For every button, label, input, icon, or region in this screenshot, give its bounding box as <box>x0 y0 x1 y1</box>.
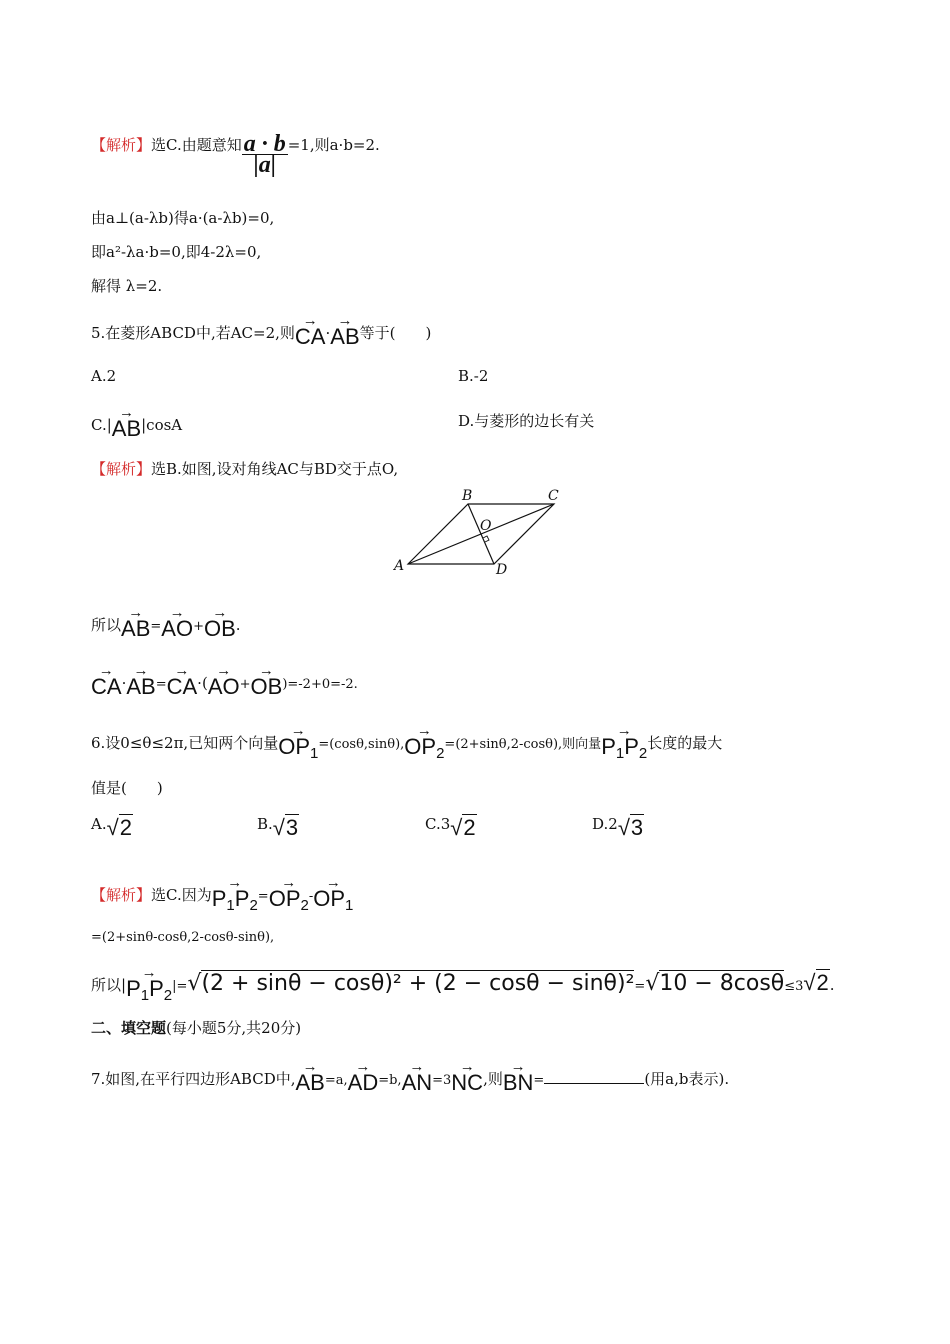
vector-ad: → AD <box>348 1064 379 1094</box>
op1-value: =(cosθ,sinθ), <box>318 737 405 752</box>
sqrt-expression-1: √(2 + sinθ − cosθ)² + (2 − cosθ − sinθ)² <box>187 971 635 996</box>
vector-ca: → CA <box>91 668 122 698</box>
label-d: D <box>496 562 508 578</box>
radicand: 2 <box>119 815 132 840</box>
vector-ab: → AB <box>296 1064 325 1094</box>
subscript-2: 2 <box>436 745 445 762</box>
subscript-1: 1 <box>226 897 235 914</box>
sqrt-expression-2: √10 − 8cosθ <box>645 971 785 996</box>
label-c: C <box>548 488 559 504</box>
vector-op2-name: OP <box>268 886 301 911</box>
q5-option-a: A.2 <box>91 367 117 385</box>
solution-6-line2: =(2+sinθ-cosθ,2-cosθ-sinθ), <box>91 930 275 945</box>
vector-nc: → NC <box>451 1064 483 1094</box>
fraction-ab-over-a <box>242 131 288 178</box>
paren-open: ( <box>201 674 208 692</box>
rhombus-figure <box>388 486 568 578</box>
vector-ca: → CA <box>295 318 326 348</box>
vector-ao: → AO <box>208 668 240 698</box>
so-label: 所以 <box>91 616 122 634</box>
radicand: 3 <box>630 815 644 840</box>
vector-ob: → OB <box>251 668 283 698</box>
ad-equals-b: =b, <box>378 1073 402 1088</box>
label-a: A <box>394 558 405 574</box>
dot-operator: · <box>325 324 331 342</box>
ab-equals-a: =a, <box>324 1073 348 1088</box>
vector-bn: → BN <box>503 1064 534 1094</box>
vector-op1 <box>278 728 318 765</box>
fraction-numerator: a · b <box>243 131 286 157</box>
label-b: B <box>462 488 473 504</box>
abs-close: |= <box>172 979 188 994</box>
q6-option-d-label: D.2 <box>592 815 618 833</box>
vector-p1p2 <box>212 880 258 917</box>
vector-ab: → AB <box>121 610 150 640</box>
vector-op1-name: OP <box>278 734 310 759</box>
diagonal-bd <box>468 504 494 564</box>
eq2-result: )=-2+0=-2. <box>282 677 358 692</box>
solution-6-text: 选C.因为 <box>151 886 212 904</box>
question-6-stem <box>91 728 722 765</box>
question-5-text: 5.在菱形ABCD中,若AC=2,则 <box>91 324 295 342</box>
equals-3: =3 <box>432 1073 452 1088</box>
question-5-stem <box>91 318 431 348</box>
q6-option-b <box>257 815 299 841</box>
solution-5-eq2 <box>91 668 358 698</box>
subscript-2: 2 <box>249 897 258 914</box>
p-letter: P <box>149 976 164 1001</box>
q6-option-c <box>425 815 477 841</box>
equals-sign: = <box>150 619 162 634</box>
vector-op1 <box>313 880 353 917</box>
q5-option-d: D.与菱形的边长有关 <box>458 412 595 430</box>
solution-6-line3 <box>91 970 835 1007</box>
solution-4-line1 <box>91 131 380 178</box>
label-o: O <box>480 518 492 534</box>
radicand: 10 − 8cosθ <box>659 971 785 996</box>
period: . <box>235 616 241 634</box>
vector-op2-name: OP <box>404 734 437 759</box>
radicand: 2 <box>816 970 829 995</box>
solution-5-line1 <box>91 459 398 479</box>
section-2-title <box>91 1018 301 1038</box>
solution-6-line1 <box>91 880 353 917</box>
vector-ab: → AB <box>126 668 155 698</box>
fraction-denominator: |a| <box>253 152 277 178</box>
subscript-2: 2 <box>163 987 173 1004</box>
section-note: (每小题5分,共20分) <box>166 1019 302 1037</box>
vector-op2 <box>269 880 309 917</box>
question-6-stem-2: 值是( ) <box>91 779 163 797</box>
q5-option-c-label: C.| <box>91 416 112 434</box>
dot-operator: · <box>197 674 202 692</box>
subscript-1: 1 <box>345 897 354 914</box>
vector-an: → AN <box>402 1064 433 1094</box>
p-letter: P <box>624 734 639 759</box>
vector-p1p2 <box>126 970 172 1007</box>
q5-option-c <box>91 410 182 440</box>
question-5-tail: 等于( ) <box>359 324 432 342</box>
question-7-stem <box>91 1064 729 1094</box>
question-6-text: 6.设0≤θ≤2π,已知两个向量 <box>91 734 279 752</box>
solution-tag: 【解析】 <box>91 460 152 478</box>
sqrt-2: √2 <box>803 970 829 995</box>
q5-option-b: B.-2 <box>458 367 489 385</box>
plus-sign: + <box>239 677 251 692</box>
equals-sign: = <box>634 979 646 994</box>
solution-4-text: 选C.由题意知 <box>151 136 242 154</box>
vector-ab: → AB <box>330 318 359 348</box>
solution-4-result: =1,则a·b=2. <box>287 136 380 154</box>
solution-5-text: 选B.如图,设对角线AC与BD交于点O, <box>151 460 399 478</box>
vector-ob: → OB <box>204 610 236 640</box>
solution-4-line2: 由a⊥(a-λb)得a·(a-λb)=0, <box>91 209 275 227</box>
q6-option-a-label: A. <box>91 815 107 833</box>
subscript-1: 1 <box>140 987 150 1004</box>
radicand: (2 + sinθ − cosθ)² + (2 − cosθ − sinθ)² <box>201 971 635 996</box>
op2-value: =(2+sinθ,2-cosθ),则向量 <box>444 737 602 752</box>
question-7-tail: (用a,b表示). <box>644 1070 730 1088</box>
equals-sign: = <box>533 1073 545 1088</box>
solution-tag: 【解析】 <box>91 886 152 904</box>
q6-option-d <box>592 815 644 841</box>
vector-p1p2 <box>601 728 647 765</box>
vector-ao: → AO <box>161 610 193 640</box>
vector-op2 <box>404 728 444 765</box>
equals-sign: = <box>257 889 269 904</box>
le-3: ≤3 <box>784 979 804 994</box>
subscript-2: 2 <box>300 897 309 914</box>
q5-option-c-tail: |cosA <box>141 416 183 434</box>
plus-sign: + <box>193 619 204 634</box>
question-6-tail: 长度的最大 <box>647 734 723 752</box>
q6-option-b-label: B. <box>257 815 273 833</box>
sqrt-3: √3 <box>617 815 644 840</box>
sqrt-3: √3 <box>272 815 299 840</box>
solution-4-line4: 解得 λ=2. <box>91 277 163 295</box>
p-letter: P <box>601 734 616 759</box>
sqrt-2: √2 <box>106 815 132 840</box>
then-text: ,则 <box>483 1070 503 1088</box>
question-7-text: 7.如图,在平行四边形ABCD中, <box>91 1070 296 1088</box>
q6-option-c-label: C.3 <box>425 815 451 833</box>
section-heading: 二、填空题 <box>91 1019 167 1037</box>
minus-sign: - <box>308 889 314 904</box>
equals-sign: = <box>155 677 167 692</box>
vector-ca: → CA <box>167 668 198 698</box>
period: . <box>829 976 835 994</box>
subscript-1: 1 <box>615 745 625 762</box>
solution-5-eq1 <box>91 610 241 640</box>
answer-blank[interactable] <box>544 1069 644 1084</box>
p-letter: P <box>126 976 141 1001</box>
subscript-1: 1 <box>310 745 319 762</box>
so-label: 所以| <box>91 976 127 994</box>
radicand: 3 <box>285 815 299 840</box>
sqrt-2: √2 <box>450 815 476 840</box>
solution-4-line3: 即a²-λa·b=0,即4-2λ=0, <box>91 243 262 261</box>
solution-tag: 【解析】 <box>91 136 152 154</box>
subscript-2: 2 <box>638 745 648 762</box>
p-letter: P <box>211 886 227 911</box>
vector-op1-name: OP <box>313 886 346 911</box>
vector-ab: → AB <box>112 410 141 440</box>
dot-operator: · <box>121 674 127 692</box>
q6-option-a <box>91 815 133 841</box>
radicand: 2 <box>463 815 476 840</box>
p-letter: P <box>234 886 250 911</box>
